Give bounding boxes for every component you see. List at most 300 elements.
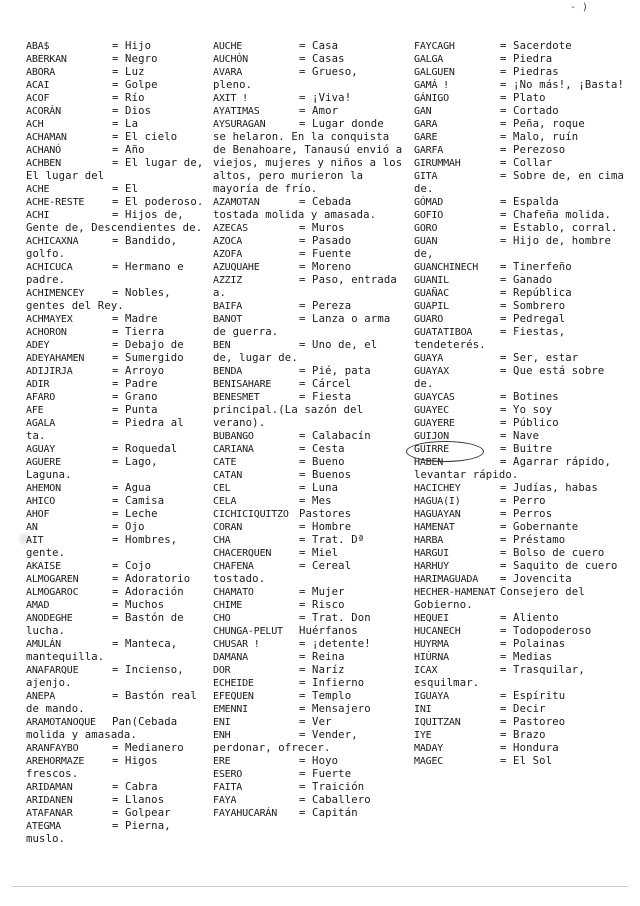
glossary-definition: = Espíritu (500, 690, 566, 702)
glossary-term: ADEY (26, 340, 50, 351)
glossary-entry (414, 105, 626, 118)
glossary-entry (213, 664, 403, 677)
glossary-term: EFEQUEN (213, 691, 254, 702)
glossary-entry (414, 573, 626, 586)
glossary-column-3 (414, 40, 626, 768)
glossary-term: GITA (414, 171, 438, 182)
glossary-term: CHAMATO (213, 587, 254, 598)
glossary-entry (414, 118, 626, 131)
glossary-definition: = Yo soy (500, 404, 553, 416)
glossary-entry (213, 612, 403, 625)
glossary-definition: = Ver (299, 716, 332, 728)
glossary-definition: = Pereza (299, 300, 352, 312)
glossary-entry (213, 456, 403, 469)
glossary-term: AFARO (26, 392, 56, 403)
glossary-term: AREHORMAZE (26, 756, 85, 767)
glossary-definition: = Río (112, 92, 145, 104)
glossary-definition: = Saquito de cuero (500, 560, 618, 572)
glossary-entry (213, 430, 403, 443)
glossary-definition: = Reina (299, 651, 345, 663)
glossary-entry (213, 599, 403, 612)
glossary-definition: = Capitán (299, 807, 358, 819)
page-bottom-edge (12, 886, 628, 887)
glossary-definition: = Perros (500, 508, 553, 520)
glossary-term: CATAN (213, 470, 243, 481)
glossary-entry (26, 313, 206, 326)
glossary-term: HIÚRNA (414, 652, 449, 663)
glossary-definition: = Espalda (500, 196, 559, 208)
glossary-term: AYATIMAS (213, 106, 260, 117)
glossary-definition: = Leche (112, 508, 158, 520)
glossary-definition: = Pedregal (500, 313, 566, 325)
glossary-term: HECHER-HAMENAT (414, 587, 496, 598)
glossary-term: CELA (213, 496, 237, 507)
glossary-entry (213, 716, 403, 729)
glossary-entry (213, 703, 403, 716)
glossary-term: BENISAHARE (213, 379, 272, 390)
glossary-term: GUAN (414, 236, 438, 247)
glossary-definition: = Mes (299, 495, 332, 507)
glossary-definition: = Cereal tostado. (213, 560, 352, 585)
glossary-definition: = Hombres, gente. (26, 534, 178, 559)
glossary-definition: = Golpe (112, 79, 158, 91)
glossary-entry (26, 417, 206, 443)
glossary-definition: = Medias (500, 651, 553, 663)
glossary-term: ACHORON (26, 327, 67, 338)
glossary-term: ARAMOTANOQUE (26, 717, 96, 728)
glossary-term: CATE (213, 457, 237, 468)
glossary-definition: = Fiestas, tendeterés. (414, 326, 566, 351)
glossary-definition: = Gobernante (500, 521, 579, 533)
glossary-term: AZZIZ (213, 275, 243, 286)
glossary-definition: = Moreno (299, 261, 352, 273)
glossary-entry (414, 651, 626, 664)
glossary-term: ENH (213, 730, 231, 741)
glossary-definition: = Trat. Don (299, 612, 371, 624)
glossary-term: IGUAYA (414, 691, 449, 702)
glossary-entry (26, 482, 206, 495)
glossary-entry (213, 469, 403, 482)
glossary-term: ACHICAXNA (26, 236, 79, 247)
glossary-entry (213, 118, 403, 196)
glossary-entry (414, 560, 626, 573)
glossary-definition: = Mensajero (299, 703, 371, 715)
glossary-term: GARFA (414, 145, 444, 156)
glossary-entry (414, 482, 626, 495)
glossary-term: ACHAMAN (26, 132, 67, 143)
glossary-term: GÁNIGO (414, 93, 449, 104)
glossary-definition: = Punta (112, 404, 158, 416)
glossary-entry (213, 222, 403, 235)
glossary-definition: = El poderoso. (112, 196, 204, 208)
glossary-term: HABEN (414, 457, 444, 468)
glossary-definition: = Cárcel (299, 378, 352, 390)
glossary-entry (213, 378, 403, 391)
glossary-entry (414, 326, 626, 352)
glossary-definition: = Naríz (299, 664, 345, 676)
glossary-definition: = Perro (500, 495, 546, 507)
glossary-term: BENDA (213, 366, 243, 377)
glossary-entry (213, 313, 403, 339)
glossary-definition: = ¡No más!, ¡Basta! (500, 79, 625, 91)
glossary-entry (26, 40, 206, 53)
glossary-entry (414, 144, 626, 157)
glossary-term: AGALA (26, 418, 56, 429)
glossary-term: CORAN (213, 522, 243, 533)
glossary-term: GAMÁ ! (414, 80, 449, 91)
glossary-definition: = Todopoderoso (500, 625, 592, 637)
glossary-definition: = Risco (299, 599, 345, 611)
glossary-entry (213, 690, 403, 703)
glossary-term: ACH (26, 119, 44, 130)
glossary-definition: = Que está sobre de. (414, 365, 605, 390)
glossary-term: AYSURAGAN (213, 119, 266, 130)
glossary-entry (213, 53, 403, 66)
glossary-definition: = Paso, entrada a. (213, 274, 397, 299)
glossary-term: CHACERQUEN (213, 548, 272, 559)
glossary-entry (26, 599, 206, 612)
glossary-definition: = Tierra (112, 326, 165, 338)
glossary-entry (26, 209, 206, 235)
glossary-term: GUAYAX (414, 366, 449, 377)
glossary-entry (213, 508, 403, 521)
glossary-term: CEL (213, 483, 231, 494)
glossary-entry (26, 664, 206, 690)
glossary-definition: = Perezoso (500, 144, 566, 156)
glossary-term: CHAFENA (213, 561, 254, 572)
glossary-entry (213, 235, 403, 248)
glossary-term: ARIDAMAN (26, 782, 73, 793)
glossary-entry (26, 365, 206, 378)
glossary-definition: = Piedra al ta. (26, 417, 184, 442)
glossary-term: BUBANGO (213, 431, 254, 442)
glossary-definition: = Arroyo (112, 365, 165, 377)
glossary-entry (414, 443, 626, 456)
glossary-term: EMENNI (213, 704, 248, 715)
glossary-definition: = Plato (500, 92, 546, 104)
glossary-definition: = Hijo (112, 40, 152, 52)
glossary-definition: = Dios (112, 105, 152, 117)
glossary-entry (26, 235, 206, 261)
glossary-definition: = Templo (299, 690, 352, 702)
glossary-entry (26, 261, 206, 287)
glossary-entry (26, 534, 206, 560)
glossary-term: FAITA (213, 782, 243, 793)
glossary-entry (26, 404, 206, 417)
glossary-entry (414, 53, 626, 66)
glossary-definition: = Fuerte (299, 768, 352, 780)
glossary-definition: = Infierno (299, 677, 365, 689)
glossary-entry (414, 222, 626, 235)
glossary-entry (414, 625, 626, 638)
glossary-definition: = Cabra (112, 781, 158, 793)
glossary-term: AZOFA (213, 249, 243, 260)
glossary-term: ACHICUCA (26, 262, 73, 273)
glossary-entry (213, 586, 403, 599)
glossary-definition: = Cojo (112, 560, 152, 572)
glossary-term: GALGA (414, 54, 444, 65)
glossary-entry (26, 755, 206, 781)
glossary-term: HAGUA(I) (414, 496, 461, 507)
glossary-entry (414, 417, 626, 430)
glossary-term: DAMANA (213, 652, 248, 663)
glossary-term: ACHIMENCEY (26, 288, 85, 299)
glossary-definition: = Jovencita (500, 573, 572, 585)
glossary-entry (26, 157, 206, 183)
glossary-entry (26, 53, 206, 66)
glossary-term: AHOF (26, 509, 50, 520)
glossary-entry (26, 820, 206, 846)
glossary-entry (414, 755, 626, 768)
glossary-definition: = Bastón real de mando. (26, 690, 197, 715)
glossary-term: ENI (213, 717, 231, 728)
glossary-definition: = Madre (112, 313, 158, 325)
glossary-definition: = El lugar de, El lugar del (26, 157, 204, 182)
glossary-term: GARE (414, 132, 438, 143)
glossary-entry (26, 287, 206, 313)
glossary-entry (213, 482, 403, 495)
glossary-entry (213, 651, 403, 664)
glossary-term: AFE (26, 405, 44, 416)
glossary-term: GUAÑAC (414, 288, 449, 299)
glossary-term: IYE (414, 730, 432, 741)
glossary-term: ACHMAYEX (26, 314, 73, 325)
glossary-definition: = Público (500, 417, 559, 429)
glossary-definition: = Luz (112, 66, 145, 78)
glossary-entry (213, 534, 403, 547)
glossary-definition: = Adoración (112, 586, 184, 598)
glossary-term: ANAFARQUE (26, 665, 79, 676)
glossary-term: BENESMET (213, 392, 260, 403)
glossary-term: CHIME (213, 600, 243, 611)
glossary-entry (414, 92, 626, 105)
glossary-term: ACHBEN (26, 158, 61, 169)
glossary-entry (414, 365, 626, 391)
glossary-term: GUAYEC (414, 405, 449, 416)
glossary-definition: = Agarrar rápido, levantar rápido. (414, 456, 611, 481)
glossary-definition: = Judías, habas (500, 482, 598, 494)
glossary-entry (26, 92, 206, 105)
glossary-definition: = ¡detente! (299, 638, 371, 650)
glossary-entry (213, 40, 403, 53)
glossary-term: ANODEGHE (26, 613, 73, 624)
glossary-entry (213, 521, 403, 534)
glossary-entry (414, 430, 626, 443)
glossary-definition: = Trat. Dª (299, 534, 365, 546)
glossary-entry (26, 352, 206, 365)
glossary-definition: = Polainas (500, 638, 566, 650)
glossary-definition: = Muchos (112, 599, 165, 611)
glossary-definition: = Incienso, ajenjo. (26, 664, 184, 689)
glossary-definition: = Hombre (299, 521, 352, 533)
glossary-entry (213, 365, 403, 378)
glossary-definition: Pan(Cebada molida y amasada. (26, 716, 178, 741)
glossary-term: AKAISE (26, 561, 61, 572)
glossary-entry (414, 40, 626, 53)
glossary-term: DOR (213, 665, 231, 676)
glossary-definition: = El cielo (112, 131, 178, 143)
glossary-entry (26, 794, 206, 807)
glossary-definition: = Hondura (500, 742, 559, 754)
glossary-entry (213, 248, 403, 261)
glossary-entry (26, 781, 206, 794)
glossary-term: AGUERE (26, 457, 61, 468)
glossary-definition: = Tinerfeño (500, 261, 572, 273)
glossary-definition: = Adoratorio (112, 573, 191, 585)
glossary-entry (414, 352, 626, 365)
glossary-entry (414, 391, 626, 404)
glossary-term: HUCANECH (414, 626, 461, 637)
glossary-term: FAYAHUCARÁN (213, 808, 278, 819)
glossary-entry (213, 677, 403, 690)
glossary-definition: = Ganado (500, 274, 553, 286)
glossary-term: CICHICIQUITZO (213, 509, 289, 520)
glossary-definition: = Brazo (500, 729, 546, 741)
glossary-term: HAMENAT (414, 522, 455, 533)
glossary-term: ACHANÓ (26, 145, 61, 156)
glossary-term: ESERO (213, 769, 243, 780)
glossary-term: GÓMAD (414, 197, 444, 208)
glossary-definition: = Bueno (299, 456, 345, 468)
glossary-term: AUCHE (213, 41, 243, 52)
glossary-definition: = Collar (500, 157, 553, 169)
glossary-definition: = Año (112, 144, 145, 156)
glossary-definition: = Medianero (112, 742, 184, 754)
page-corner-mark: - ) (569, 2, 588, 13)
glossary-term: HARHUY (414, 561, 449, 572)
glossary-definition: = Chafeña molida. (500, 209, 611, 221)
glossary-definition: = Piedras (500, 66, 559, 78)
glossary-definition: = Hijos de, Gente de, Descendientes de. (26, 209, 203, 234)
glossary-entry (26, 196, 206, 209)
glossary-definition: = Negro (112, 53, 158, 65)
glossary-term: IQUITZAN (414, 717, 461, 728)
glossary-entry (414, 521, 626, 534)
glossary-entry (213, 807, 403, 820)
glossary-entry (26, 495, 206, 508)
glossary-definition: = Buenos (299, 469, 352, 481)
glossary-entry (213, 105, 403, 118)
glossary-definition: = Agua (112, 482, 152, 494)
glossary-term: GUAYERE (414, 418, 455, 429)
glossary-definition: = Roquedal (112, 443, 178, 455)
glossary-definition: = Malo, ruín (500, 131, 579, 143)
glossary-definition: = Caballero (299, 794, 371, 806)
glossary-definition: = ¡Viva! (299, 92, 352, 104)
glossary-definition: = Trasquilar, esquilmar. (414, 664, 585, 689)
glossary-term: GARA (414, 119, 438, 130)
glossary-term: GUARO (414, 314, 444, 325)
glossary-term: ADEYAHAMEN (26, 353, 85, 364)
glossary-entry (414, 703, 626, 716)
glossary-entry (414, 196, 626, 209)
glossary-entry (213, 755, 403, 768)
glossary-term: AZECAS (213, 223, 248, 234)
glossary-definition: = Sobre de, en cima de. (414, 170, 625, 195)
glossary-definition: Consejero del Gobierno. (414, 586, 585, 611)
glossary-definition: = Hermano e padre. (26, 261, 184, 286)
glossary-entry (414, 495, 626, 508)
glossary-entry (414, 79, 626, 92)
glossary-definition: = República (500, 287, 572, 299)
glossary-definition: = Amor (299, 105, 339, 117)
glossary-term: ADIR (26, 379, 50, 390)
glossary-term: ALMOGAROC (26, 587, 79, 598)
glossary-term: AGUAY (26, 444, 56, 455)
glossary-definition: = El (112, 183, 139, 195)
glossary-entry (414, 664, 626, 690)
glossary-column-1 (26, 40, 206, 846)
glossary-term: GUANIL (414, 275, 449, 286)
glossary-term: HARGUI (414, 548, 449, 559)
glossary-entry (414, 66, 626, 79)
glossary-term: ABA$ (26, 41, 50, 52)
glossary-term: ACOF (26, 93, 50, 104)
glossary-entry (414, 690, 626, 703)
glossary-entry (213, 92, 403, 105)
glossary-term: CHUSAR ! (213, 639, 260, 650)
glossary-term: GUAPIL (414, 301, 449, 312)
glossary-definition: = Sacerdote (500, 40, 572, 52)
glossary-definition: = Grueso, pleno. (213, 66, 358, 91)
glossary-definition: = Sumergido (112, 352, 184, 364)
glossary-term: BANOT (213, 314, 243, 325)
glossary-term: MADAY (414, 743, 444, 754)
glossary-term: AZOCA (213, 236, 243, 247)
glossary-term: HAGUAYAN (414, 509, 461, 520)
glossary-entry (26, 690, 206, 716)
glossary-entry (414, 547, 626, 560)
glossary-entry (213, 66, 403, 92)
glossary-entry (414, 456, 626, 482)
glossary-definition: Pastores (299, 508, 352, 520)
glossary-entry (213, 261, 403, 274)
glossary-definition: = Ojo (112, 521, 145, 533)
glossary-term: GUANCHINECH (414, 262, 479, 273)
glossary-entry (26, 131, 206, 144)
glossary-entry (213, 768, 403, 781)
glossary-term: ALMOGAREN (26, 574, 79, 585)
glossary-entry (26, 612, 206, 638)
glossary-definition: = Cortado (500, 105, 559, 117)
glossary-definition: = Debajo de (112, 339, 184, 351)
glossary-entry (26, 521, 206, 534)
glossary-entry (26, 807, 206, 820)
glossary-term: HEQUEI (414, 613, 449, 624)
glossary-definition: = Bolso de cuero (500, 547, 605, 559)
glossary-term: AZUQUAHE (213, 262, 260, 273)
glossary-definition: = La (112, 118, 139, 130)
glossary-term: GALGUEN (414, 67, 455, 78)
glossary-term: ACHE-RESTE (26, 197, 85, 208)
glossary-term: AVARA (213, 67, 243, 78)
glossary-entry (213, 196, 403, 222)
glossary-entry (213, 729, 403, 755)
glossary-entry (213, 781, 403, 794)
glossary-term: ERE (213, 756, 231, 767)
glossary-entry (414, 729, 626, 742)
glossary-term: GIRUMMAH (414, 158, 461, 169)
glossary-entry (26, 66, 206, 79)
glossary-definition: = Aliento (500, 612, 559, 624)
glossary-entry (414, 716, 626, 729)
glossary-entry (26, 716, 206, 742)
glossary-definition: = Bandido, golfo. (26, 235, 178, 260)
glossary-entry (414, 508, 626, 521)
glossary-term: AN (26, 522, 38, 533)
glossary-definition: = Peña, roque (500, 118, 585, 130)
glossary-term: CHO (213, 613, 231, 624)
